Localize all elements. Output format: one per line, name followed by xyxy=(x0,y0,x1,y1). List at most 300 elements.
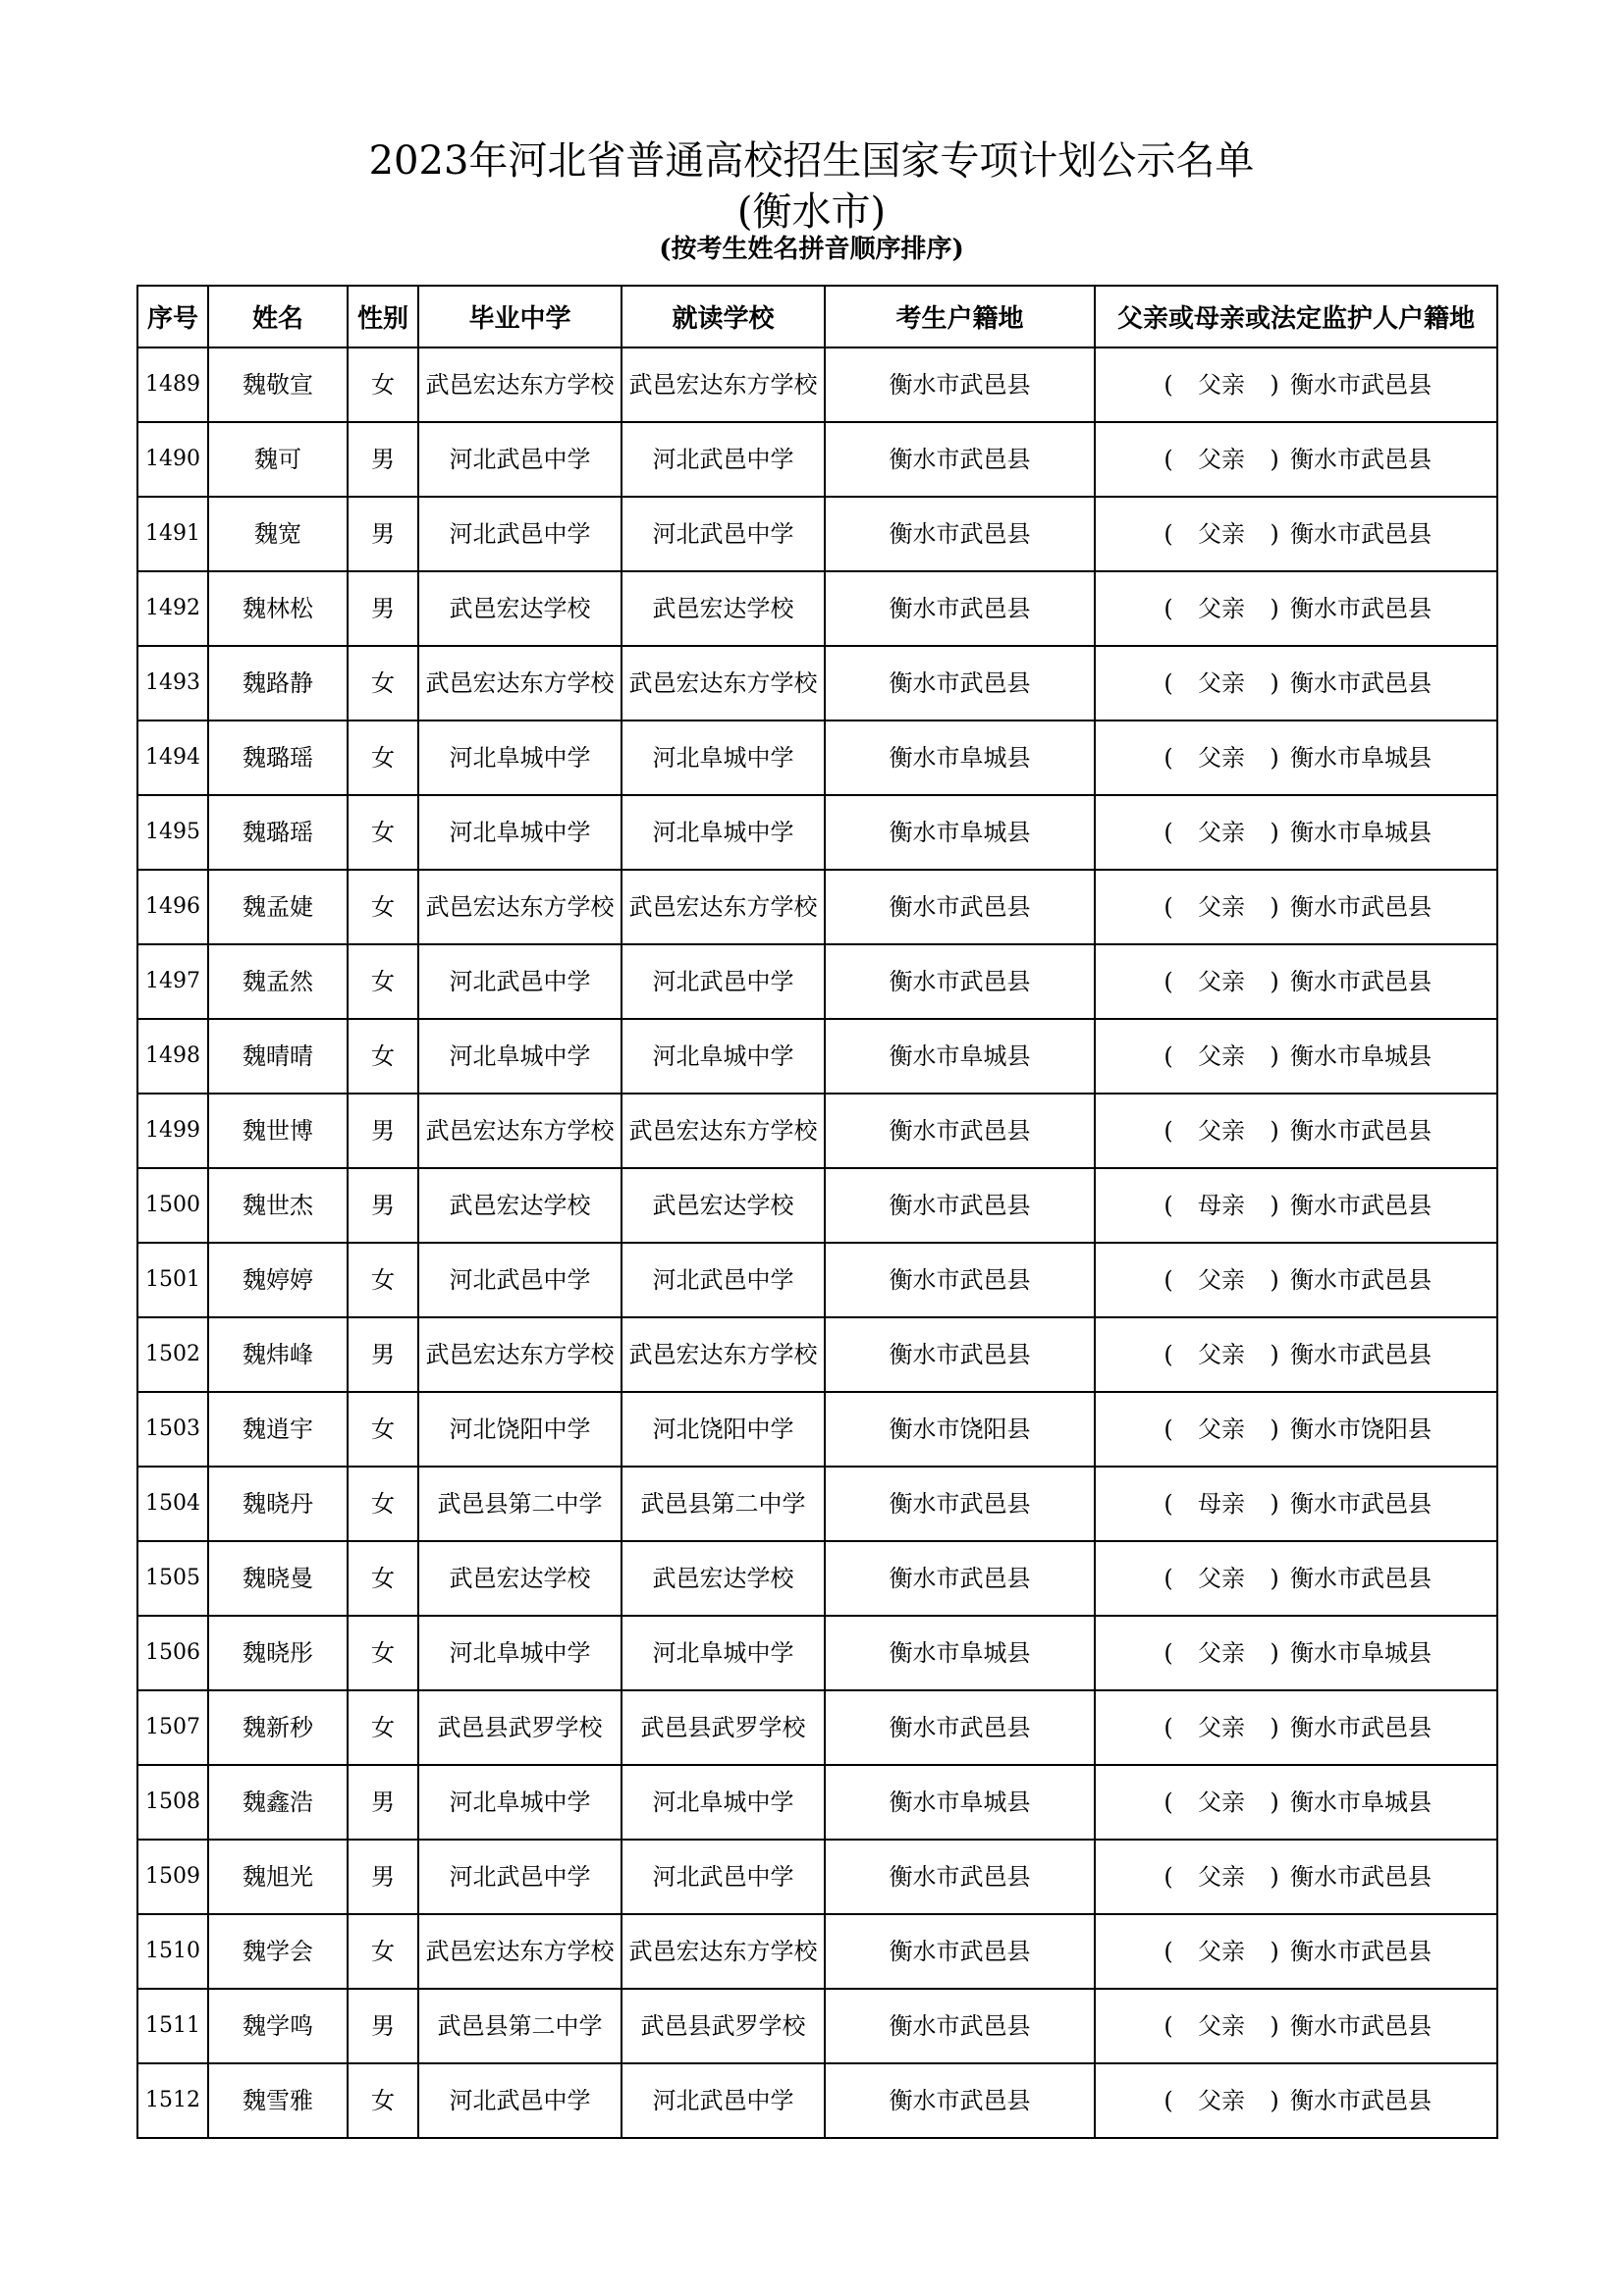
table-row xyxy=(137,795,1497,870)
cell-no: 1507 xyxy=(137,1690,208,1765)
cell-gender: 女 xyxy=(348,1467,418,1541)
guardian-paren-open: ( xyxy=(1163,968,1173,995)
cell-no: 1502 xyxy=(137,1317,208,1392)
guardian-place: 衡水市武邑县 xyxy=(1290,1117,1432,1145)
guardian-paren-open: ( xyxy=(1163,1565,1173,1592)
cell-name: 魏孟然 xyxy=(208,944,348,1019)
guardian-relation: 父亲 xyxy=(1198,968,1245,995)
roster-table xyxy=(136,285,1498,2139)
cell-name: 魏路静 xyxy=(208,646,348,721)
table-row xyxy=(137,571,1497,646)
guardian-place: 衡水市武邑县 xyxy=(1290,520,1432,548)
guardian-relation: 父亲 xyxy=(1198,1565,1245,1592)
cell-no: 1497 xyxy=(137,944,208,1019)
guardian-place: 衡水市武邑县 xyxy=(1290,1863,1432,1891)
cell-name: 魏鑫浩 xyxy=(208,1765,348,1840)
cell-no: 1492 xyxy=(137,571,208,646)
cell-gender: 女 xyxy=(348,1616,418,1690)
cell-gender: 女 xyxy=(348,1243,418,1317)
table-row xyxy=(137,2063,1497,2138)
cell-study-school: 河北武邑中学 xyxy=(622,1243,825,1317)
cell-hukou: 衡水市武邑县 xyxy=(825,1541,1095,1616)
cell-no: 1504 xyxy=(137,1467,208,1541)
cell-hukou: 衡水市武邑县 xyxy=(825,1243,1095,1317)
cell-hukou: 衡水市阜城县 xyxy=(825,795,1095,870)
guardian-place: 衡水市武邑县 xyxy=(1290,371,1432,399)
guardian-paren-close: ) xyxy=(1270,819,1279,846)
table-row xyxy=(137,1616,1497,1690)
cell-guardian-hukou xyxy=(1095,1243,1497,1317)
cell-grad-school: 武邑县第二中学 xyxy=(418,1467,622,1541)
guardian-relation: 父亲 xyxy=(1198,819,1245,846)
cell-no: 1498 xyxy=(137,1019,208,1094)
cell-name: 魏林松 xyxy=(208,571,348,646)
guardian-place: 衡水市武邑县 xyxy=(1290,1341,1432,1368)
table-row xyxy=(137,347,1497,422)
guardian-paren-close: ) xyxy=(1270,1415,1279,1443)
cell-gender: 女 xyxy=(348,795,418,870)
guardian-paren-close: ) xyxy=(1270,893,1279,921)
guardian-relation: 父亲 xyxy=(1198,669,1245,697)
cell-study-school: 河北阜城中学 xyxy=(622,795,825,870)
cell-name: 魏炜峰 xyxy=(208,1317,348,1392)
table-row xyxy=(137,1840,1497,1914)
cell-guardian-hukou xyxy=(1095,1392,1497,1467)
guardian-paren-open: ( xyxy=(1163,1341,1173,1368)
guardian-relation: 父亲 xyxy=(1198,446,1245,473)
guardian-paren-open: ( xyxy=(1163,669,1173,697)
cell-no: 1494 xyxy=(137,721,208,795)
cell-no: 1506 xyxy=(137,1616,208,1690)
cell-study-school: 武邑宏达学校 xyxy=(622,571,825,646)
cell-grad-school: 武邑县第二中学 xyxy=(418,1989,622,2063)
cell-gender: 女 xyxy=(348,1690,418,1765)
cell-grad-school: 河北武邑中学 xyxy=(418,1243,622,1317)
table-row xyxy=(137,422,1497,497)
guardian-relation: 母亲 xyxy=(1198,1192,1245,1219)
guardian-relation: 父亲 xyxy=(1198,1042,1245,1070)
cell-guardian-hukou xyxy=(1095,1019,1497,1094)
guardian-paren-close: ) xyxy=(1270,371,1279,399)
guardian-paren-open: ( xyxy=(1163,819,1173,846)
cell-name: 魏璐瑶 xyxy=(208,721,348,795)
cell-name: 魏婷婷 xyxy=(208,1243,348,1317)
cell-guardian-hukou xyxy=(1095,1317,1497,1392)
table-row xyxy=(137,1392,1497,1467)
guardian-relation: 父亲 xyxy=(1198,1415,1245,1443)
guardian-paren-open: ( xyxy=(1163,1789,1173,1816)
guardian-relation: 父亲 xyxy=(1198,595,1245,622)
cell-guardian-hukou xyxy=(1095,347,1497,422)
cell-study-school: 河北阜城中学 xyxy=(622,1765,825,1840)
cell-hukou: 衡水市阜城县 xyxy=(825,1019,1095,1094)
cell-study-school: 武邑宏达学校 xyxy=(622,1541,825,1616)
document-sort-note: (按考生姓名拼音顺序排序) xyxy=(659,235,964,264)
cell-study-school: 河北阜城中学 xyxy=(622,1019,825,1094)
cell-gender: 女 xyxy=(348,721,418,795)
cell-grad-school: 武邑宏达东方学校 xyxy=(418,870,622,944)
cell-grad-school: 河北饶阳中学 xyxy=(418,1392,622,1467)
cell-guardian-hukou xyxy=(1095,795,1497,870)
header-guardian-hukou: 父亲或母亲或法定监护人户籍地 xyxy=(1095,286,1497,347)
cell-name: 魏晓彤 xyxy=(208,1616,348,1690)
header-hukou: 考生户籍地 xyxy=(825,286,1095,347)
guardian-relation: 父亲 xyxy=(1198,744,1245,772)
cell-no: 1499 xyxy=(137,1094,208,1168)
cell-name: 魏晴晴 xyxy=(208,1019,348,1094)
cell-guardian-hukou xyxy=(1095,944,1497,1019)
cell-study-school: 武邑宏达东方学校 xyxy=(622,870,825,944)
header-grad-school: 毕业中学 xyxy=(418,286,622,347)
cell-name: 魏璐瑶 xyxy=(208,795,348,870)
guardian-relation: 父亲 xyxy=(1198,1714,1245,1741)
guardian-place: 衡水市武邑县 xyxy=(1290,1192,1432,1219)
guardian-place: 衡水市武邑县 xyxy=(1290,1714,1432,1741)
cell-name: 魏学鸣 xyxy=(208,1989,348,2063)
cell-gender: 男 xyxy=(348,1168,418,1243)
cell-no: 1496 xyxy=(137,870,208,944)
guardian-place: 衡水市武邑县 xyxy=(1290,595,1432,622)
guardian-relation: 父亲 xyxy=(1198,520,1245,548)
guardian-place: 衡水市武邑县 xyxy=(1290,2012,1432,2040)
table-row xyxy=(137,870,1497,944)
cell-hukou: 衡水市武邑县 xyxy=(825,2063,1095,2138)
table-row xyxy=(137,1541,1497,1616)
cell-hukou: 衡水市饶阳县 xyxy=(825,1392,1095,1467)
guardian-relation: 父亲 xyxy=(1198,1639,1245,1667)
guardian-paren-close: ) xyxy=(1270,1639,1279,1667)
guardian-paren-open: ( xyxy=(1163,446,1173,473)
cell-gender: 女 xyxy=(348,870,418,944)
guardian-paren-close: ) xyxy=(1270,669,1279,697)
cell-study-school: 武邑县武罗学校 xyxy=(622,1989,825,2063)
cell-hukou: 衡水市武邑县 xyxy=(825,1840,1095,1914)
cell-gender: 女 xyxy=(348,1914,418,1989)
table-row xyxy=(137,497,1497,571)
table-row xyxy=(137,1168,1497,1243)
cell-no: 1500 xyxy=(137,1168,208,1243)
cell-grad-school: 河北阜城中学 xyxy=(418,795,622,870)
table-row xyxy=(137,1765,1497,1840)
cell-gender: 女 xyxy=(348,1019,418,1094)
cell-study-school: 河北武邑中学 xyxy=(622,1840,825,1914)
table-row xyxy=(137,721,1497,795)
cell-grad-school: 河北阜城中学 xyxy=(418,1765,622,1840)
cell-guardian-hukou xyxy=(1095,1541,1497,1616)
guardian-paren-close: ) xyxy=(1270,2012,1279,2040)
cell-hukou: 衡水市武邑县 xyxy=(825,347,1095,422)
cell-grad-school: 河北武邑中学 xyxy=(418,497,622,571)
guardian-paren-close: ) xyxy=(1270,595,1279,622)
cell-study-school: 河北武邑中学 xyxy=(622,2063,825,2138)
guardian-place: 衡水市武邑县 xyxy=(1290,1490,1432,1518)
cell-guardian-hukou xyxy=(1095,1467,1497,1541)
cell-guardian-hukou xyxy=(1095,1616,1497,1690)
cell-gender: 男 xyxy=(348,1765,418,1840)
guardian-paren-open: ( xyxy=(1163,1192,1173,1219)
cell-no: 1503 xyxy=(137,1392,208,1467)
guardian-paren-open: ( xyxy=(1163,1863,1173,1891)
table-row xyxy=(137,944,1497,1019)
cell-study-school: 武邑宏达东方学校 xyxy=(622,1094,825,1168)
guardian-paren-close: ) xyxy=(1270,446,1279,473)
guardian-paren-open: ( xyxy=(1163,1938,1173,1965)
header-study-school: 就读学校 xyxy=(622,286,825,347)
guardian-place: 衡水市武邑县 xyxy=(1290,1266,1432,1294)
cell-gender: 男 xyxy=(348,1094,418,1168)
guardian-paren-close: ) xyxy=(1270,1938,1279,1965)
table-header-row xyxy=(137,286,1497,347)
guardian-paren-open: ( xyxy=(1163,893,1173,921)
cell-no: 1501 xyxy=(137,1243,208,1317)
guardian-paren-open: ( xyxy=(1163,1042,1173,1070)
cell-study-school: 河北阜城中学 xyxy=(622,1616,825,1690)
cell-hukou: 衡水市阜城县 xyxy=(825,1765,1095,1840)
cell-guardian-hukou xyxy=(1095,721,1497,795)
cell-gender: 男 xyxy=(348,1989,418,2063)
cell-grad-school: 武邑宏达东方学校 xyxy=(418,1914,622,1989)
cell-grad-school: 武邑宏达东方学校 xyxy=(418,347,622,422)
guardian-relation: 父亲 xyxy=(1198,371,1245,399)
cell-study-school: 武邑宏达东方学校 xyxy=(622,1317,825,1392)
cell-study-school: 武邑宏达学校 xyxy=(622,1168,825,1243)
cell-guardian-hukou xyxy=(1095,646,1497,721)
cell-gender: 女 xyxy=(348,347,418,422)
cell-study-school: 武邑宏达东方学校 xyxy=(622,347,825,422)
cell-name: 魏逍宇 xyxy=(208,1392,348,1467)
cell-no: 1512 xyxy=(137,2063,208,2138)
guardian-place: 衡水市阜城县 xyxy=(1290,1042,1432,1070)
table-row xyxy=(137,1467,1497,1541)
guardian-place: 衡水市阜城县 xyxy=(1290,1639,1432,1667)
cell-guardian-hukou xyxy=(1095,1168,1497,1243)
cell-grad-school: 武邑宏达学校 xyxy=(418,571,622,646)
cell-guardian-hukou xyxy=(1095,1840,1497,1914)
guardian-paren-open: ( xyxy=(1163,2012,1173,2040)
cell-gender: 女 xyxy=(348,646,418,721)
guardian-paren-close: ) xyxy=(1270,1863,1279,1891)
cell-guardian-hukou xyxy=(1095,1765,1497,1840)
cell-grad-school: 河北武邑中学 xyxy=(418,422,622,497)
guardian-relation: 父亲 xyxy=(1198,1266,1245,1294)
guardian-relation: 父亲 xyxy=(1198,893,1245,921)
cell-no: 1505 xyxy=(137,1541,208,1616)
cell-no: 1490 xyxy=(137,422,208,497)
cell-hukou: 衡水市武邑县 xyxy=(825,1094,1095,1168)
guardian-paren-open: ( xyxy=(1163,520,1173,548)
cell-gender: 女 xyxy=(348,2063,418,2138)
cell-gender: 女 xyxy=(348,944,418,1019)
cell-hukou: 衡水市武邑县 xyxy=(825,944,1095,1019)
cell-guardian-hukou xyxy=(1095,1094,1497,1168)
guardian-paren-close: ) xyxy=(1270,1789,1279,1816)
guardian-paren-open: ( xyxy=(1163,1490,1173,1518)
cell-name: 魏雪雅 xyxy=(208,2063,348,2138)
cell-hukou: 衡水市武邑县 xyxy=(825,646,1095,721)
guardian-paren-close: ) xyxy=(1270,1192,1279,1219)
cell-hukou: 衡水市武邑县 xyxy=(825,571,1095,646)
guardian-place: 衡水市武邑县 xyxy=(1290,2087,1432,2114)
guardian-relation: 父亲 xyxy=(1198,1863,1245,1891)
cell-hukou: 衡水市武邑县 xyxy=(825,1168,1095,1243)
guardian-paren-close: ) xyxy=(1270,744,1279,772)
guardian-paren-open: ( xyxy=(1163,1415,1173,1443)
guardian-paren-open: ( xyxy=(1163,371,1173,399)
cell-grad-school: 河北武邑中学 xyxy=(418,2063,622,2138)
cell-gender: 女 xyxy=(348,1541,418,1616)
cell-name: 魏宽 xyxy=(208,497,348,571)
guardian-relation: 父亲 xyxy=(1198,1117,1245,1145)
cell-grad-school: 武邑宏达东方学校 xyxy=(418,1094,622,1168)
cell-guardian-hukou xyxy=(1095,2063,1497,2138)
guardian-place: 衡水市武邑县 xyxy=(1290,968,1432,995)
table-row xyxy=(137,1989,1497,2063)
guardian-place: 衡水市武邑县 xyxy=(1290,1938,1432,1965)
guardian-paren-open: ( xyxy=(1163,2087,1173,2114)
cell-no: 1511 xyxy=(137,1989,208,2063)
cell-no: 1510 xyxy=(137,1914,208,1989)
table-row xyxy=(137,1317,1497,1392)
guardian-place: 衡水市阜城县 xyxy=(1290,1789,1432,1816)
cell-gender: 男 xyxy=(348,1317,418,1392)
header-name: 姓名 xyxy=(208,286,348,347)
cell-gender: 男 xyxy=(348,1840,418,1914)
cell-gender: 男 xyxy=(348,497,418,571)
guardian-place: 衡水市阜城县 xyxy=(1290,819,1432,846)
cell-guardian-hukou xyxy=(1095,1690,1497,1765)
cell-study-school: 武邑县武罗学校 xyxy=(622,1690,825,1765)
document-title: 2023年河北省普通高校招生国家专项计划公示名单 xyxy=(368,138,1255,184)
cell-hukou: 衡水市武邑县 xyxy=(825,1467,1095,1541)
cell-study-school: 河北阜城中学 xyxy=(622,721,825,795)
cell-hukou: 衡水市武邑县 xyxy=(825,1690,1095,1765)
guardian-relation: 母亲 xyxy=(1198,1490,1245,1518)
guardian-place: 衡水市阜城县 xyxy=(1290,744,1432,772)
header-gender: 性别 xyxy=(348,286,418,347)
cell-gender: 男 xyxy=(348,571,418,646)
cell-name: 魏晓丹 xyxy=(208,1467,348,1541)
cell-name: 魏可 xyxy=(208,422,348,497)
guardian-paren-open: ( xyxy=(1163,744,1173,772)
cell-name: 魏晓曼 xyxy=(208,1541,348,1616)
guardian-place: 衡水市饶阳县 xyxy=(1290,1415,1432,1443)
cell-hukou: 衡水市武邑县 xyxy=(825,422,1095,497)
guardian-place: 衡水市武邑县 xyxy=(1290,893,1432,921)
cell-no: 1493 xyxy=(137,646,208,721)
guardian-paren-close: ) xyxy=(1270,1341,1279,1368)
table-row xyxy=(137,1094,1497,1168)
cell-study-school: 武邑宏达东方学校 xyxy=(622,646,825,721)
cell-hukou: 衡水市武邑县 xyxy=(825,870,1095,944)
cell-hukou: 衡水市阜城县 xyxy=(825,1616,1095,1690)
guardian-relation: 父亲 xyxy=(1198,1341,1245,1368)
cell-study-school: 武邑宏达东方学校 xyxy=(622,1914,825,1989)
cell-grad-school: 武邑县武罗学校 xyxy=(418,1690,622,1765)
cell-grad-school: 武邑宏达东方学校 xyxy=(418,646,622,721)
cell-grad-school: 河北阜城中学 xyxy=(418,1616,622,1690)
cell-hukou: 衡水市阜城县 xyxy=(825,721,1095,795)
guardian-paren-close: ) xyxy=(1270,520,1279,548)
cell-name: 魏世杰 xyxy=(208,1168,348,1243)
guardian-paren-close: ) xyxy=(1270,1490,1279,1518)
table-row xyxy=(137,646,1497,721)
cell-hukou: 衡水市武邑县 xyxy=(825,1317,1095,1392)
guardian-place: 衡水市武邑县 xyxy=(1290,446,1432,473)
cell-guardian-hukou xyxy=(1095,1989,1497,2063)
cell-name: 魏学会 xyxy=(208,1914,348,1989)
cell-no: 1495 xyxy=(137,795,208,870)
guardian-paren-open: ( xyxy=(1163,1639,1173,1667)
table-row xyxy=(137,1690,1497,1765)
guardian-paren-open: ( xyxy=(1163,595,1173,622)
document-city: (衡水市) xyxy=(736,189,887,235)
cell-guardian-hukou xyxy=(1095,1914,1497,1989)
cell-guardian-hukou xyxy=(1095,497,1497,571)
cell-guardian-hukou xyxy=(1095,571,1497,646)
cell-grad-school: 河北阜城中学 xyxy=(418,721,622,795)
guardian-paren-close: ) xyxy=(1270,968,1279,995)
guardian-relation: 父亲 xyxy=(1198,1938,1245,1965)
guardian-paren-close: ) xyxy=(1270,1266,1279,1294)
cell-study-school: 河北武邑中学 xyxy=(622,497,825,571)
guardian-paren-close: ) xyxy=(1270,1565,1279,1592)
header-no: 序号 xyxy=(137,286,208,347)
table-row xyxy=(137,1243,1497,1317)
cell-name: 魏世博 xyxy=(208,1094,348,1168)
guardian-paren-close: ) xyxy=(1270,1714,1279,1741)
guardian-relation: 父亲 xyxy=(1198,2012,1245,2040)
cell-no: 1509 xyxy=(137,1840,208,1914)
cell-no: 1508 xyxy=(137,1765,208,1840)
guardian-place: 衡水市武邑县 xyxy=(1290,669,1432,697)
guardian-paren-close: ) xyxy=(1270,2087,1279,2114)
table-row xyxy=(137,1914,1497,1989)
cell-grad-school: 河北武邑中学 xyxy=(418,944,622,1019)
cell-grad-school: 武邑宏达学校 xyxy=(418,1168,622,1243)
cell-name: 魏敬宣 xyxy=(208,347,348,422)
cell-study-school: 河北饶阳中学 xyxy=(622,1392,825,1467)
cell-name: 魏旭光 xyxy=(208,1840,348,1914)
cell-grad-school: 河北武邑中学 xyxy=(418,1840,622,1914)
cell-hukou: 衡水市武邑县 xyxy=(825,1989,1095,2063)
cell-hukou: 衡水市武邑县 xyxy=(825,1914,1095,1989)
guardian-paren-open: ( xyxy=(1163,1266,1173,1294)
guardian-relation: 父亲 xyxy=(1198,1789,1245,1816)
cell-name: 魏孟婕 xyxy=(208,870,348,944)
cell-gender: 男 xyxy=(348,422,418,497)
guardian-paren-close: ) xyxy=(1270,1117,1279,1145)
cell-no: 1489 xyxy=(137,347,208,422)
guardian-paren-close: ) xyxy=(1270,1042,1279,1070)
cell-grad-school: 河北阜城中学 xyxy=(418,1019,622,1094)
guardian-place: 衡水市武邑县 xyxy=(1290,1565,1432,1592)
cell-guardian-hukou xyxy=(1095,870,1497,944)
cell-study-school: 武邑县第二中学 xyxy=(622,1467,825,1541)
cell-study-school: 河北武邑中学 xyxy=(622,422,825,497)
guardian-relation: 父亲 xyxy=(1198,2087,1245,2114)
cell-guardian-hukou xyxy=(1095,422,1497,497)
cell-grad-school: 武邑宏达东方学校 xyxy=(418,1317,622,1392)
cell-no: 1491 xyxy=(137,497,208,571)
cell-study-school: 河北武邑中学 xyxy=(622,944,825,1019)
guardian-paren-open: ( xyxy=(1163,1117,1173,1145)
cell-name: 魏新秒 xyxy=(208,1690,348,1765)
cell-hukou: 衡水市武邑县 xyxy=(825,497,1095,571)
cell-grad-school: 武邑宏达学校 xyxy=(418,1541,622,1616)
table-row xyxy=(137,1019,1497,1094)
cell-gender: 女 xyxy=(348,1392,418,1467)
guardian-paren-open: ( xyxy=(1163,1714,1173,1741)
